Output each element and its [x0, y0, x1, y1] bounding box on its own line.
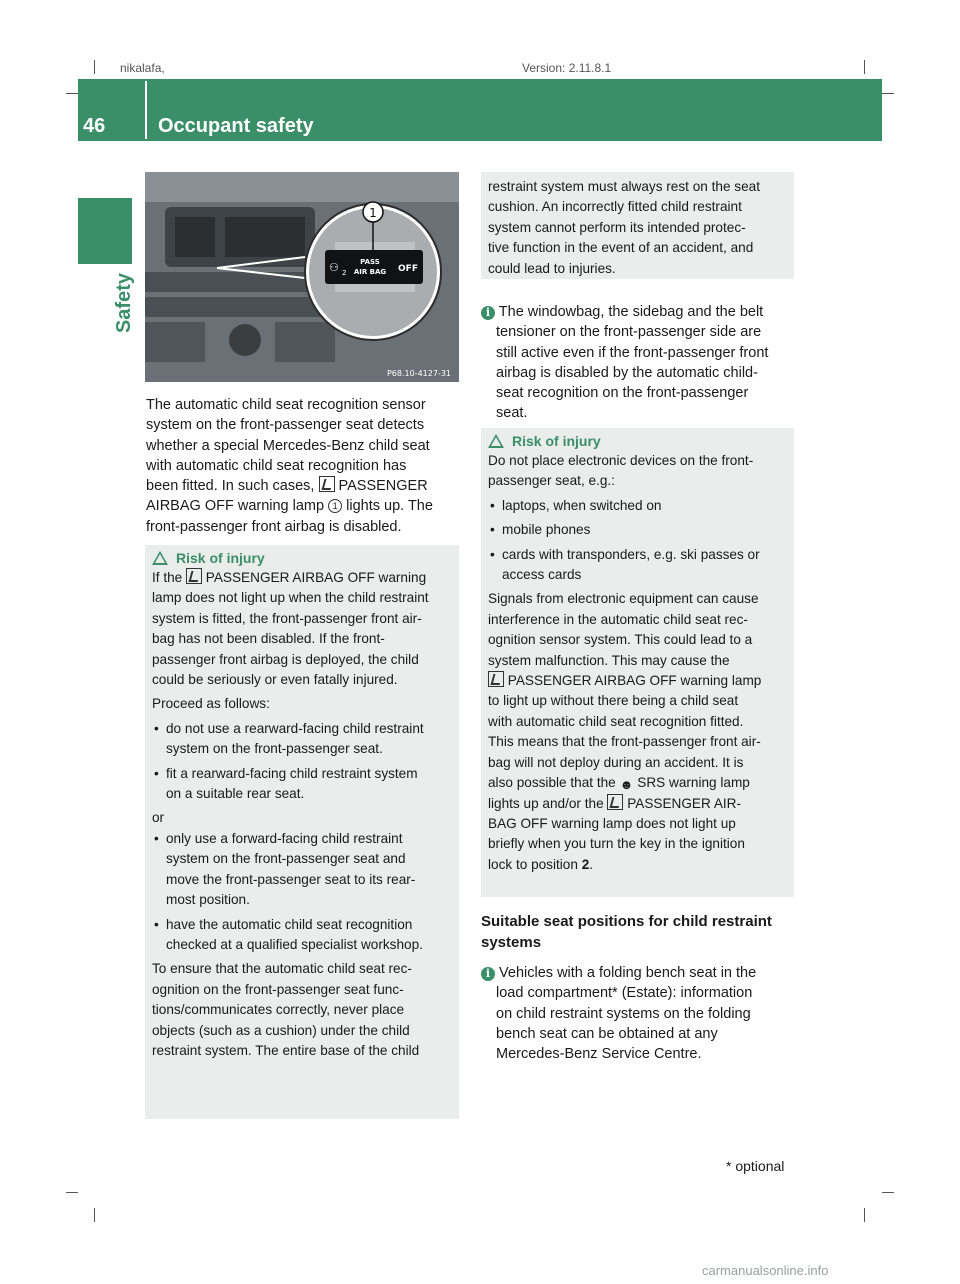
- text-line: [146, 476, 464, 496]
- srs-warning-icon: ☻: [619, 777, 634, 793]
- text-line: This means that the front-passenger front air-: [488, 734, 761, 750]
- text-span: .: [589, 856, 594, 872]
- text-line: briefly when you turn the key in the ignition: [488, 836, 745, 852]
- intro-paragraph: [146, 395, 464, 537]
- airbag-off-icon: [186, 568, 202, 584]
- text-line: Do not place electronic devices on the front-: [488, 453, 754, 468]
- lamp-state: OFF: [398, 264, 418, 274]
- text-line: to light up without there being a child seat: [488, 693, 739, 709]
- text-line: tions/communicates correctly, never place: [152, 1002, 405, 1018]
- closing-paragraph: [152, 959, 455, 1061]
- crop-mark: [882, 93, 894, 94]
- text-line: with automatic child seat recognition has: [146, 457, 407, 474]
- text-line: system malfunction. This may cause the: [488, 652, 730, 668]
- text-line: BAG OFF warning lamp does not light up: [488, 815, 736, 831]
- text-line: [488, 794, 791, 814]
- text-line: move the front-passenger seat to its rear-: [166, 871, 416, 887]
- text-line: • fit a rearward-facing child restraint system: [166, 765, 418, 781]
- text-line: ognition on the front-passenger seat func-: [152, 981, 404, 997]
- bullet-item: [488, 545, 791, 586]
- side-tab-label: Safety: [113, 273, 135, 334]
- info-note-1: [481, 302, 799, 424]
- text-line: The automatic child seat recognition sensor: [146, 397, 426, 413]
- header-divider: [145, 81, 147, 139]
- text-line: load compartment* (Estate): information: [496, 985, 753, 1002]
- bullet-item: [152, 915, 455, 956]
- text-line: Proceed as follows:: [152, 696, 270, 712]
- lamp-seat-digit: 2: [342, 269, 347, 277]
- warning-title-text: Risk of injury: [512, 433, 601, 449]
- text-line: ognition sensor system. This could lead to a: [488, 632, 753, 648]
- info-note-2: [481, 963, 799, 1064]
- text-line: restraint system. The entire base of the child: [152, 1042, 420, 1058]
- section-subheading: [481, 911, 799, 953]
- text-line: passenger seat, e.g.:: [488, 473, 615, 489]
- warning-title: [488, 433, 791, 449]
- text-line: system cannot perform its intended protec-: [488, 219, 746, 235]
- lamp-line1: PASS: [360, 258, 380, 266]
- text-line: tensioner on the front-passenger side are: [496, 324, 762, 341]
- text-span: lock to position: [488, 856, 578, 872]
- dashboard-illustration: [145, 172, 459, 382]
- info-icon: i: [481, 306, 495, 320]
- warning-title-text: Risk of injury: [176, 550, 265, 566]
- text-span: PASSENGER AIR-: [627, 795, 742, 811]
- text-line: bag will not deploy during an accident. It is: [488, 754, 744, 770]
- crop-mark: [66, 1192, 78, 1193]
- bullet-item: [152, 829, 455, 911]
- text-line: • laptops, when switched on: [502, 497, 662, 513]
- text-line: • only use a forward-facing child restraint: [166, 830, 403, 846]
- text-line: objects (such as a cushion) under the child: [152, 1022, 410, 1038]
- crop-mark: [864, 60, 865, 74]
- warning-triangle-icon: [488, 434, 504, 448]
- text-line: [488, 671, 791, 691]
- bullet-item: [152, 764, 455, 805]
- crop-mark: [864, 1208, 865, 1222]
- airbag-off-icon: [607, 794, 623, 810]
- text-span: Vehicles with a folding bench seat in the: [499, 965, 757, 981]
- text-line: bench seat can be obtained at any: [496, 1025, 718, 1042]
- text-line: airbag is disabled by the automatic child-: [496, 364, 758, 381]
- text-line: seat recognition on the front-passenger: [496, 385, 749, 402]
- text-line: • mobile phones: [502, 522, 591, 538]
- dashboard-photo: [145, 172, 459, 382]
- text-line: could lead to injuries.: [488, 260, 616, 276]
- text-line: [488, 855, 791, 875]
- text-span: lights up. The: [346, 498, 433, 515]
- bullet-item: [488, 520, 791, 540]
- text-line: [481, 302, 799, 322]
- callout-number: 1: [369, 206, 377, 220]
- text-line: [146, 496, 464, 516]
- text-line: still active even if the front-passenger front: [496, 344, 769, 361]
- text-line: most position.: [166, 892, 250, 908]
- text-line: cushion. An incorrectly fitted child restraint: [488, 199, 742, 215]
- text-line: system on the front-passenger seat.: [166, 741, 383, 757]
- warning-left-content: [152, 550, 455, 1061]
- text-line: access cards: [502, 567, 582, 583]
- crop-mark: [94, 1208, 95, 1222]
- text-line: tive function in the event of an accident, and: [488, 240, 754, 256]
- text-line: • do not use a rearward-facing child restraint: [166, 720, 424, 736]
- text-line: system on the front-passenger seat and: [166, 851, 406, 867]
- text-span: lights up and/or the: [488, 795, 604, 811]
- crop-mark: [66, 93, 78, 94]
- chapter-title: Occupant safety: [158, 115, 314, 137]
- text-span: PASSENGER AIRBAG OFF warning: [205, 570, 427, 585]
- seat-glyph: ⚇: [329, 261, 339, 274]
- text-line: could be seriously or even fatally injured.: [152, 672, 398, 688]
- text-line: [152, 568, 455, 588]
- print-meta-left: nikalafa,: [120, 61, 165, 75]
- text-line: [488, 773, 791, 793]
- text-line: [481, 963, 799, 983]
- watermark-text: carmanualsonline.info: [702, 1263, 829, 1278]
- callout-1-icon: 1: [328, 499, 342, 513]
- text-line: • have the automatic child seat recognition: [166, 916, 413, 932]
- text-line: passenger front airbag is deployed, the child: [152, 651, 419, 667]
- lock-position: 2: [581, 856, 590, 872]
- airbag-off-icon: [319, 476, 335, 492]
- text-line: with automatic child seat recognition fitted.: [488, 713, 744, 729]
- text-line: • cards with transponders, e.g. ski passes or: [502, 546, 760, 562]
- text-span: AIRBAG OFF warning lamp: [146, 498, 325, 515]
- page-number: 46: [83, 115, 106, 137]
- text-line: lamp does not light up when the child restraint: [152, 590, 429, 606]
- airbag-off-icon: [488, 671, 504, 687]
- text-line: system is fitted, the front-passenger front air-: [152, 610, 422, 626]
- text-line: on child restraint systems on the folding: [496, 1005, 751, 1022]
- text-line: systems: [481, 934, 542, 951]
- warning-right-content: [488, 433, 791, 875]
- footnote-optional: * optional: [726, 1158, 785, 1174]
- text-line: bag has not been disabled. If the front-: [152, 631, 385, 647]
- text-line: system on the front-passenger seat detects: [146, 417, 425, 434]
- text-line: checked at a qualified specialist workshop.: [166, 936, 423, 952]
- bullet-item: [152, 719, 455, 760]
- text-line: Mercedes-Benz Service Centre.: [496, 1046, 702, 1063]
- text-span: The windowbag, the sidebag and the belt: [498, 304, 764, 320]
- signals-paragraph: [488, 589, 791, 875]
- text-span: been fitted. In such cases,: [146, 478, 315, 495]
- text-span: If the: [152, 570, 183, 585]
- text-line: on a suitable rear seat.: [166, 786, 305, 802]
- text-line: restraint system must always rest on the seat: [488, 179, 760, 194]
- bullet-item: [488, 496, 791, 516]
- side-tab-block: [78, 198, 132, 264]
- text-span: PASSENGER: [338, 478, 428, 495]
- crop-mark: [94, 60, 95, 74]
- warning-continuation: [488, 177, 791, 279]
- lamp-line2: AIR BAG: [353, 268, 387, 276]
- text-line: Suitable seat positions for child restraint: [481, 913, 772, 930]
- warning-title: [152, 550, 455, 566]
- crop-mark: [882, 1192, 894, 1193]
- text-line: seat.: [496, 405, 528, 422]
- text-span: SRS warning lamp: [637, 775, 750, 791]
- photo-code: P68.10-4127-31: [386, 369, 451, 378]
- text-line: whether a special Mercedes-Benz child seat: [146, 437, 430, 454]
- text-span: PASSENGER AIRBAG OFF warning lamp: [507, 673, 762, 689]
- text-span: also possible that the: [488, 775, 616, 791]
- info-icon: i: [481, 967, 495, 981]
- warning-triangle-icon: [152, 551, 168, 565]
- text-line: interference in the automatic child seat rec-: [488, 611, 748, 627]
- text-line: or: [152, 810, 165, 826]
- text-line: front-passenger front airbag is disabled.: [146, 518, 402, 535]
- text-line: Signals from electronic equipment can cause: [488, 591, 759, 607]
- print-meta-right: Version: 2.11.8.1: [522, 61, 612, 75]
- text-line: To ensure that the automatic child seat rec-: [152, 961, 412, 977]
